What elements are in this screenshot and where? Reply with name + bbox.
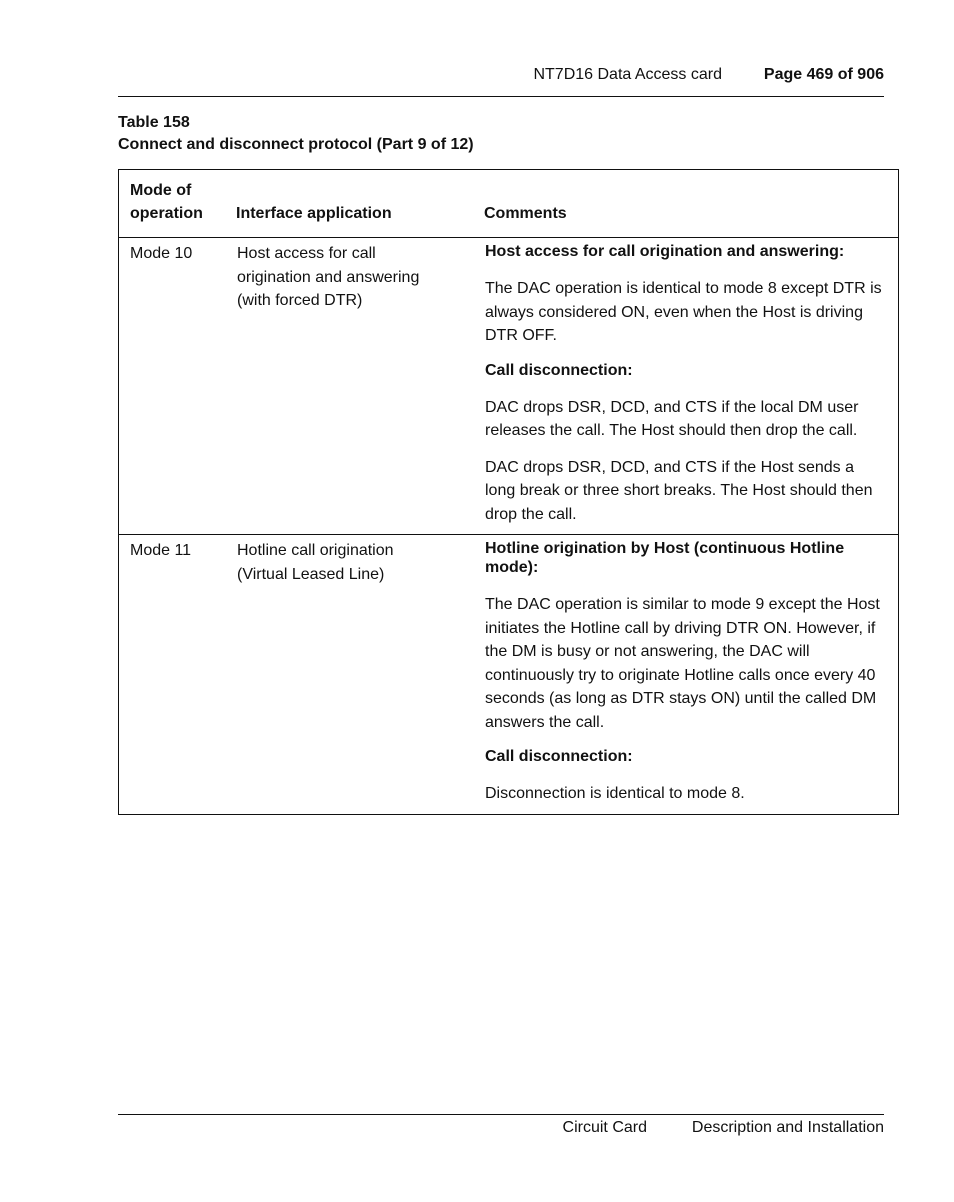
- comment-paragraph: DAC drops DSR, DCD, and CTS if the Host sends a long break or three short breaks. The Host should then drop the call.: [485, 458, 873, 523]
- column-header-comments: Comments: [484, 170, 899, 238]
- interface-line: (with forced DTR): [237, 292, 363, 309]
- comments-cell: [484, 535, 899, 815]
- interface-line: (Virtual Leased Line): [237, 565, 385, 583]
- page-footer: [118, 1114, 884, 1141]
- page-number: Page 469 of 906: [763, 66, 884, 83]
- comment-heading: Hotline origination by Host (continuous Hotline mode):: [485, 540, 845, 576]
- interface-line: origination and answering: [237, 268, 420, 286]
- interface-cell: [236, 535, 484, 815]
- comment-heading: Call disconnection:: [485, 361, 633, 379]
- column-header-interface: Interface application: [236, 170, 484, 238]
- protocol-table: [118, 169, 899, 815]
- comment-heading: Host access for call origination and answering:: [485, 243, 845, 260]
- comment-paragraph: DAC drops DSR, DCD, and CTS if the local DM user releases the call. The Host should then drop the call.: [485, 398, 859, 439]
- table-row: [119, 535, 899, 815]
- footer-book-subtitle: Description and Installation: [691, 1119, 884, 1136]
- comment-paragraph: The DAC operation is similar to mode 9 except the Host initiates the Hotline call by driving DTR ON. However, if the DM is busy or not answering, the DAC will continuously try to originate Hotline calls once every 40 seconds (as long as DTR stays ON) until the called DM answers the call.: [485, 596, 880, 731]
- mode-cell: Mode 11: [119, 535, 237, 815]
- table-number: Table 158: [118, 114, 190, 131]
- comments-cell: [484, 238, 899, 535]
- table-header-row: [119, 170, 899, 238]
- column-header-mode-line2: operation: [130, 205, 203, 222]
- comment-heading: Call disconnection:: [485, 748, 633, 765]
- comment-paragraph: Disconnection is identical to mode 8.: [485, 785, 745, 802]
- page-header: [118, 66, 884, 97]
- interface-line: Hotline call origination: [237, 542, 394, 559]
- interface-line: Host access for call: [237, 245, 376, 262]
- column-header-mode-line1: Mode of: [130, 182, 192, 199]
- table-caption: Connect and disconnect protocol (Part 9 of 12): [118, 136, 474, 153]
- interface-cell: [236, 238, 484, 535]
- footer-book-name: Circuit Card: [562, 1119, 647, 1136]
- table-row: [119, 238, 899, 535]
- column-header-mode: [119, 170, 237, 238]
- document-title: NT7D16 Data Access card: [533, 66, 722, 83]
- mode-cell: Mode 10: [119, 238, 237, 535]
- comment-paragraph: The DAC operation is identical to mode 8 except DTR is always considered ON, even when the Host is driving DTR OFF.: [485, 280, 882, 344]
